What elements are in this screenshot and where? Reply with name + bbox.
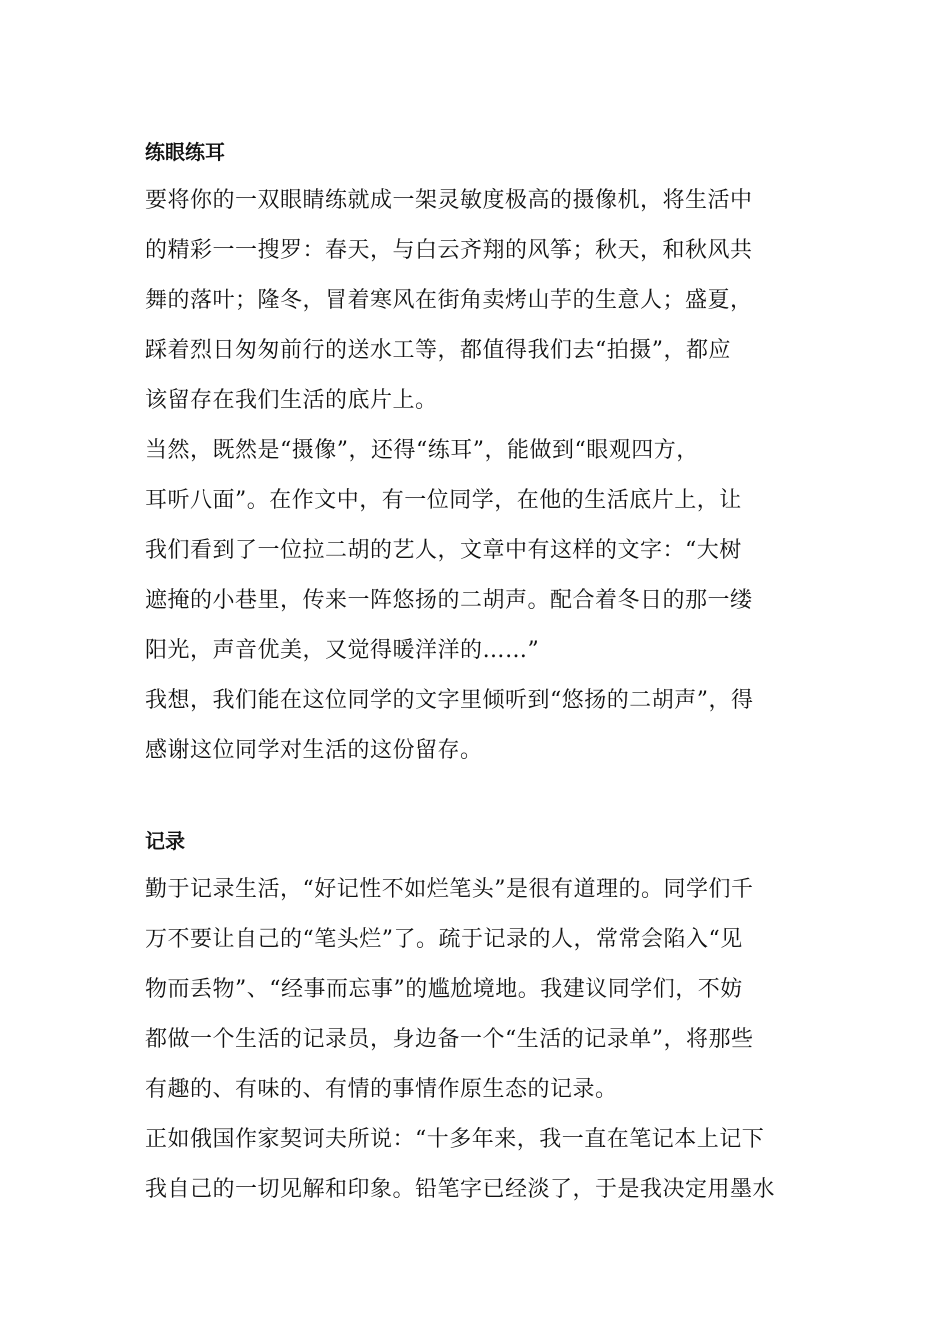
section-heading-record: 记录	[145, 829, 185, 853]
text-line: 我自己的一切见解和印象。铅笔字已经淡了，于是我决定用墨水	[145, 1177, 776, 1202]
text-line: 感谢这位同学对生活的这份留存。	[145, 738, 483, 763]
text-line: 该留存在我们生活的底片上。	[145, 388, 438, 413]
text-line: 要将你的一双眼睛练就成一架灵敏度极高的摄像机，将生活中	[145, 188, 753, 213]
text-line: 阳光，声音优美，又觉得暖洋洋的……”	[145, 638, 540, 663]
text-line: 舞的落叶；隆冬，冒着寒风在街角卖烤山芋的生意人；盛夏，	[145, 288, 753, 313]
text-line: 遮掩的小巷里，传来一阵悠扬的二胡声。配合着冬日的那一缕	[145, 588, 753, 613]
text-line: 我们看到了一位拉二胡的艺人，文章中有这样的文字：“大树	[145, 538, 742, 563]
paragraph	[145, 1115, 810, 1215]
text-line: 当然，既然是“摄像”，还得“练耳”，能做到“眼观四方，	[145, 438, 699, 463]
text-line: 的精彩一一搜罗：春天，与白云齐翔的风筝；秋天，和秋风共	[145, 238, 753, 263]
text-line: 有趣的、有味的、有情的事情作原生态的记录。	[145, 1077, 618, 1102]
paragraph	[145, 865, 810, 1115]
text-line: 万不要让自己的“笔头烂”了。疏于记录的人，常常会陷入“见	[145, 927, 743, 952]
paragraph	[145, 676, 810, 776]
text-line: 耳听八面”。在作文中，有一位同学，在他的生活底片上，让	[145, 488, 742, 513]
section-heading-eye-ear: 练眼练耳	[145, 140, 225, 164]
text-line: 踩着烈日匆匆前行的送水工等，都值得我们去“拍摄”，都应	[145, 338, 731, 363]
text-line: 正如俄国作家契诃夫所说：“十多年来，我一直在笔记本上记下	[145, 1127, 765, 1152]
document-body	[145, 132, 810, 1215]
text-line: 物而丢物”、“经事而忘事”的尴尬境地。我建议同学们，不妨	[145, 977, 743, 1002]
paragraph	[145, 176, 810, 426]
paragraph	[145, 426, 810, 676]
text-line: 都做一个生活的记录员，身边备一个“生活的记录单”，将那些	[145, 1027, 754, 1052]
text-line: 勤于记录生活，“好记性不如烂笔头”是很有道理的。同学们千	[145, 877, 754, 902]
text-line: 我想，我们能在这位同学的文字里倾听到“悠扬的二胡声”，得	[145, 688, 754, 713]
